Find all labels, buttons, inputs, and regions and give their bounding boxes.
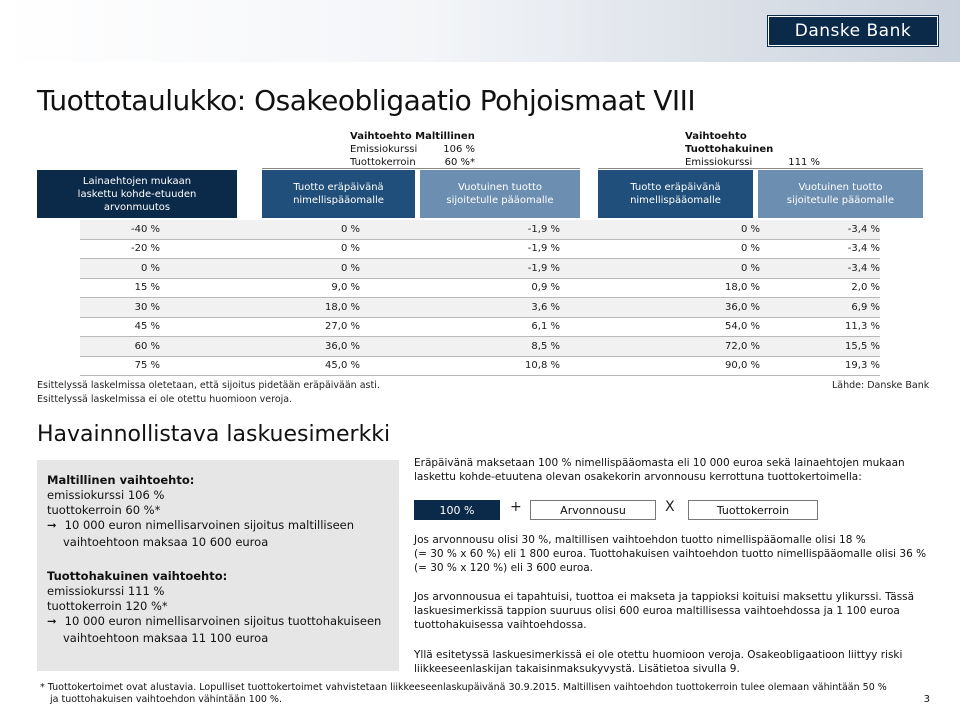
table-cell: 75 % <box>134 360 160 372</box>
table-row <box>80 298 880 318</box>
right-para-4-b: liikkeeseenlaskijan takaisinmaksukyvystä. Lisätietoa sivulla 9. <box>414 663 740 675</box>
alt-low-issue-value: 106 % <box>443 144 475 155</box>
table-cell: 19,3 % <box>845 360 880 372</box>
table-cell: 6,9 % <box>851 301 880 313</box>
alt-high-issue-label: Emissiokurssi <box>685 157 753 168</box>
right-para-3-c: tuottohakuisessa vaihtoehdossa. <box>414 619 587 631</box>
table-cell: 15 % <box>134 282 160 294</box>
col-header-low-maturity: Tuotto eräpäivänä nimellispääomalle <box>262 170 415 218</box>
table-cell: -3,4 % <box>847 262 880 274</box>
table-cell: 90,0 % <box>725 360 760 372</box>
table-cell: -3,4 % <box>847 223 880 235</box>
col-header-high-annual: Vuotuinen tuotto sijoitetulle pääomalle <box>758 170 923 218</box>
formula-rise-pill: Arvonnousu <box>530 500 656 520</box>
table-row <box>80 259 880 279</box>
right-para-1-a: Eräpäivänä maksetaan 100 % nimellispääomasta eli 10 000 euroa sekä lainaehtojen mukaan <box>414 457 905 469</box>
col-header-high-maturity: Tuotto eräpäivänä nimellispääomalle <box>598 170 753 218</box>
table-cell: 10,8 % <box>525 360 560 372</box>
footnote <box>40 682 887 706</box>
formula-times: X <box>665 499 675 515</box>
right-para-3-b: laskuesimerkissä tappion suuruus olisi 600 euroa maltillisessa vaihtoehdossa ja 1 100 euroa <box>414 605 900 617</box>
right-para-1-b: laskettu kohde-etuutena olevan osakekorin arvonnousu kerrottuna tuottokertoimella: <box>414 471 862 483</box>
alt-low-header <box>350 130 475 169</box>
footnote-line-1: * Tuottokertoimet ovat alustavia. Lopulliset tuottokertoimet vahvistetaan liikkeeseenlaskupäivänä 30.9.2015. Maltillisen vaihtoehdon tuottokerroin tulee olemaan vähintään 50 % <box>40 682 887 693</box>
source-note: Lähde: Danske Bank <box>832 380 930 391</box>
table-cell: 72,0 % <box>725 340 760 352</box>
table-row <box>80 279 880 299</box>
table-cell: 27,0 % <box>325 321 360 333</box>
moderate-arrow-line-1: ➞ 10 000 euron nimellisarvoinen sijoitus maltilliseen <box>47 518 355 532</box>
danske-bank-logo: Danske Bank <box>768 16 938 46</box>
note-line-1: Esittelyssä laskelmissa oletetaan, että sijoitus pidetään eräpäivään asti. <box>37 380 380 391</box>
table-row <box>80 240 880 260</box>
header-divider-left <box>262 168 580 169</box>
table-row <box>80 318 880 338</box>
table-cell: 30 % <box>134 301 160 313</box>
arrow-right-icon: ➞ <box>47 518 57 532</box>
table-cell: 0 % <box>340 262 360 274</box>
alt-low-title: Vaihtoehto Maltillinen <box>350 131 475 142</box>
example-heading: Havainnollistava laskuesimerkki <box>37 422 391 447</box>
table-cell: 0 % <box>740 262 760 274</box>
table-cell: 36,0 % <box>325 340 360 352</box>
note-line-2: Esittelyssä laskelmissa ei ole otettu huomioon veroja. <box>37 394 293 405</box>
table-cell: 18,0 % <box>725 282 760 294</box>
returns-table <box>80 220 880 376</box>
formula-coef-pill: Tuottokerroin <box>688 500 818 520</box>
table-cell: 54,0 % <box>725 321 760 333</box>
header-divider-right <box>598 168 923 169</box>
table-cell: 9,0 % <box>331 282 360 294</box>
table-cell: 8,5 % <box>531 340 560 352</box>
table-cell: 2,0 % <box>851 282 880 294</box>
moderate-title: Maltillinen vaihtoehto: <box>47 473 195 487</box>
alt-low-issue-label: Emissiokurssi <box>350 144 418 155</box>
right-para-3-a: Jos arvonnousua ei tapahtuisi, tuottoa ei makseta ja tappioksi koituisi maksettu ylikurssi. Tässä <box>414 591 915 603</box>
table-cell: 11,3 % <box>845 321 880 333</box>
table-cell: -1,9 % <box>527 243 560 255</box>
table-cell: 45 % <box>134 321 160 333</box>
table-cell: 18,0 % <box>325 301 360 313</box>
table-cell: 0 % <box>740 243 760 255</box>
right-para-4-a: Yllä esitetyssä laskuesimerkissä ei ole otettu huomioon veroja. Osakeobligaatioon liittyy riski <box>414 649 903 661</box>
alt-high-issue-value: 111 % <box>788 157 820 168</box>
aggressive-title: Tuottohakuinen vaihtoehto: <box>47 569 228 583</box>
footnote-line-2: ja tuottohakuisen vaihtoehdon vähintään 100 %. <box>50 694 282 705</box>
aggressive-arrow-line-1: ➞ 10 000 euron nimellisarvoinen sijoitus tuottohakuiseen <box>47 614 382 628</box>
formula-100-pill: 100 % <box>414 500 500 520</box>
table-cell: 0 % <box>340 243 360 255</box>
formula-plus: + <box>510 499 522 515</box>
table-row <box>80 220 880 240</box>
page-title: Tuottotaulukko: Osakeobligaatio Pohjoismaat VIII <box>37 84 696 117</box>
alt-low-coef-value: 60 %* <box>444 157 475 168</box>
table-cell: 15,5 % <box>845 340 880 352</box>
table-cell: -1,9 % <box>527 223 560 235</box>
right-para-2-c: (= 30 % x 120 %) eli 3 600 euroa. <box>414 562 594 574</box>
example-left-box <box>37 460 399 671</box>
aggressive-arrow-line-2: vaihtoehtoon maksaa 11 100 euroa <box>63 631 269 645</box>
moderate-arrow-line-2: vaihtoehtoon maksaa 10 600 euroa <box>63 535 269 549</box>
table-cell: 0,9 % <box>531 282 560 294</box>
right-para-2-b: (= 30 % x 60 %) eli 1 800 euroa. Tuottohakuisen vaihtoehdon tuotto nimellispääomalle olisi 36 % <box>414 548 927 560</box>
arrow-right-icon: ➞ <box>47 614 57 628</box>
table-cell: 0 % <box>140 262 160 274</box>
moderate-issue: emissiokurssi 106 % <box>47 488 165 502</box>
aggressive-issue: emissiokurssi 111 % <box>47 584 165 598</box>
col-header-change: Lainaehtojen mukaan laskettu kohde-etuuden arvonmuutos <box>37 170 237 218</box>
table-row <box>80 337 880 357</box>
alt-high-title: Vaihtoehto Tuottohakuinen <box>685 131 774 155</box>
table-cell: -40 % <box>130 223 160 235</box>
table-cell: 60 % <box>134 340 160 352</box>
table-cell: 0 % <box>340 223 360 235</box>
col-header-low-annual: Vuotuinen tuotto sijoitetulle pääomalle <box>420 170 580 218</box>
right-para-2-a: Jos arvonnousu olisi 30 %, maltillisen vaihtoehdon tuotto nimellispääomalle olisi 18 % <box>414 534 866 546</box>
table-cell: -20 % <box>130 243 160 255</box>
table-row <box>80 357 880 377</box>
table-cell: 45,0 % <box>325 360 360 372</box>
table-cell: -1,9 % <box>527 262 560 274</box>
table-cell: 36,0 % <box>725 301 760 313</box>
table-cell: 0 % <box>740 223 760 235</box>
aggressive-coef: tuottokerroin 120 %* <box>47 599 168 613</box>
alt-low-coef-label: Tuottokerroin <box>350 157 416 168</box>
page-number: 3 <box>923 694 930 705</box>
table-cell: 3,6 % <box>531 301 560 313</box>
moderate-coef: tuottokerroin 60 %* <box>47 503 161 517</box>
table-cell: -3,4 % <box>847 243 880 255</box>
table-cell: 6,1 % <box>531 321 560 333</box>
